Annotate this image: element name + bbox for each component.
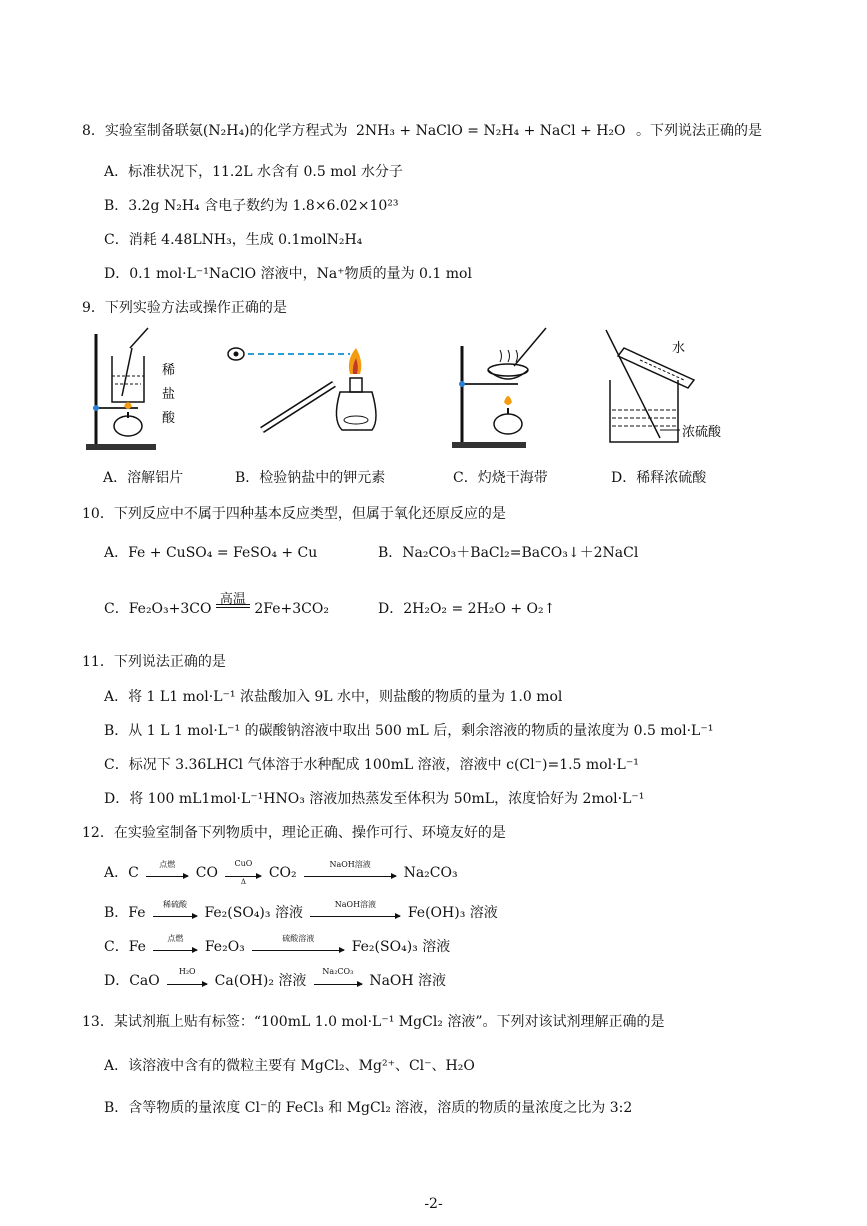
q9-caption-a: A．溶解铝片: [103, 470, 184, 486]
label-water: 水: [672, 341, 686, 356]
q8-option-a: A．标准状况下，11.2L 水含有 0.5 mol 水分子: [104, 164, 403, 180]
q12-option-c: [104, 933, 451, 956]
q12-option-a: [104, 858, 458, 886]
q12-b-end: Fe(OH)₃ 溶液: [407, 905, 498, 921]
q9-caption-b: B．检验钠盐中的钾元素: [235, 470, 386, 486]
q12-a-arrow-2: CuO Δ: [225, 870, 261, 877]
q8-stem: 8．实验室制备联氨(N₂H₄)的化学方程式为: [82, 123, 348, 139]
q8-equation: 2NH₃ + NaClO = N₂H₄ + NaCl + H₂O: [355, 123, 626, 139]
q10-c-condition: 高温: [219, 592, 246, 607]
q12-option-b: [104, 899, 498, 922]
q10-option-d: D．2H₂O₂ = 2H₂O + O₂↑: [378, 601, 556, 617]
q10-c-products: 2Fe+3CO₂: [254, 601, 329, 617]
q12-c-start: C．Fe: [104, 939, 146, 955]
q12-option-d: [104, 966, 447, 990]
label-hcl-1: 稀: [162, 363, 176, 378]
q12-b-arrow-2: NaOH溶液: [310, 910, 400, 917]
q11-stem: 11．下列说法正确的是: [82, 654, 226, 670]
figure-flame-test: [222, 326, 392, 446]
q12-stem: 12．在实验室制备下列物质中，理论正确、操作可行、环境友好的是: [82, 825, 506, 841]
q8-option-b: B．3.2g N₂H₄ 含电子数约为 1.8×6.02×10²³: [104, 198, 399, 214]
figure-dilute-acid: [600, 326, 750, 451]
q11-option-d: D．将 100 mL1mol·L⁻¹HNO₃ 溶液加热蒸发至体积为 50mL，浓度恰好为 2mol·L⁻¹: [104, 791, 645, 807]
q12-a-step-1: CO: [195, 865, 218, 881]
q10-stem: 10．下列反应中不属于四种基本反应类型，但属于氧化还原反应的是: [82, 506, 506, 522]
q11-option-b: B．从 1 L 1 mol·L⁻¹ 的碳酸钠溶液中取出 500 mL 后，剩余溶液的物质的量浓度为 0.5 mol·L⁻¹: [104, 723, 714, 739]
label-conc-acid: 浓硫酸: [682, 425, 722, 440]
label-hcl-2: 盐: [162, 387, 176, 402]
page-number: -2-: [424, 1196, 443, 1212]
q12-a-start: A．C: [104, 865, 139, 881]
q12-b-arrow-1: 稀硫酸: [153, 910, 197, 917]
q10-option-a: A．Fe + CuSO₄ = FeSO₄ + Cu: [104, 545, 318, 561]
q13-stem: 13．某试剂瓶上贴有标签：“100mL 1.0 mol·L⁻¹ MgCl₂ 溶液”。下列对该试剂理解正确的是: [82, 1014, 665, 1030]
q8-option-c: C．消耗 4.48LNH₃，生成 0.1molN₂H₄: [104, 232, 363, 248]
q12-d-end: NaOH 溶液: [369, 973, 447, 989]
q12-d-step-1: Ca(OH)₂ 溶液: [214, 973, 307, 989]
q12-c-end: Fe₂(SO₄)₃ 溶液: [351, 939, 451, 955]
q9-caption-c: C．灼烧干海带: [453, 470, 548, 486]
q8-stem-line: [82, 120, 762, 140]
q10-c-reactants: C．Fe₂O₃+3CO: [104, 601, 212, 617]
figure-dissolve-aluminium: [82, 326, 192, 456]
q9-stem: 9．下列实验方法或操作正确的是: [82, 300, 287, 316]
q12-d-arrow-1: H₂O: [167, 978, 207, 985]
q12-a-arrow-3: NaOH溶液: [304, 870, 396, 877]
q12-a-step-2: CO₂: [268, 865, 297, 881]
q11-option-c: C．标况下 3.36LHCl 气体溶于水种配成 100mL 溶液，溶液中 c(Cl⁻)=1.5 mol·L⁻¹: [104, 757, 639, 773]
q13-option-b: B．含等物质的量浓度 Cl⁻的 FeCl₃ 和 MgCl₂ 溶液，溶质的物质的量浓度之比为 3:2: [104, 1100, 633, 1116]
q9-caption-d: D．稀释浓硫酸: [611, 470, 707, 486]
q12-c-arrow-1: 点燃: [153, 944, 197, 951]
label-hcl-3: 酸: [162, 411, 176, 426]
q11-option-a: A．将 1 L1 mol·L⁻¹ 浓盐酸加入 9L 水中，则盐酸的物质的量为 1.0 mol: [104, 689, 563, 705]
q10-option-b: B．Na₂CO₃＋BaCl₂=BaCO₃↓＋2NaCl: [378, 545, 639, 561]
q13-option-a: A．该溶液中含有的微粒主要有 MgCl₂、Mg²⁺、Cl⁻、H₂O: [104, 1058, 475, 1074]
q10-option-c: [104, 592, 329, 618]
q8-option-d: D．0.1 mol·L⁻¹NaClO 溶液中，Na⁺物质的量为 0.1 mol: [104, 266, 472, 282]
q10-c-arrow: [216, 592, 250, 616]
q12-b-step-1: Fe₂(SO₄)₃ 溶液: [204, 905, 303, 921]
q12-a-arrow-1: 点燃: [146, 870, 188, 877]
q12-d-start: D．CaO: [104, 973, 160, 989]
q12-a-end: Na₂CO₃: [403, 865, 458, 881]
q12-c-step-1: Fe₂O₃: [204, 939, 245, 955]
figure-burn-kelp: [448, 326, 568, 451]
q8-tail: 。下列说法正确的是: [635, 123, 762, 139]
q12-d-arrow-2: Na₂CO₃: [314, 978, 362, 985]
q12-c-arrow-2: 硫酸溶液: [252, 944, 344, 951]
q12-b-start: B．Fe: [104, 905, 146, 921]
